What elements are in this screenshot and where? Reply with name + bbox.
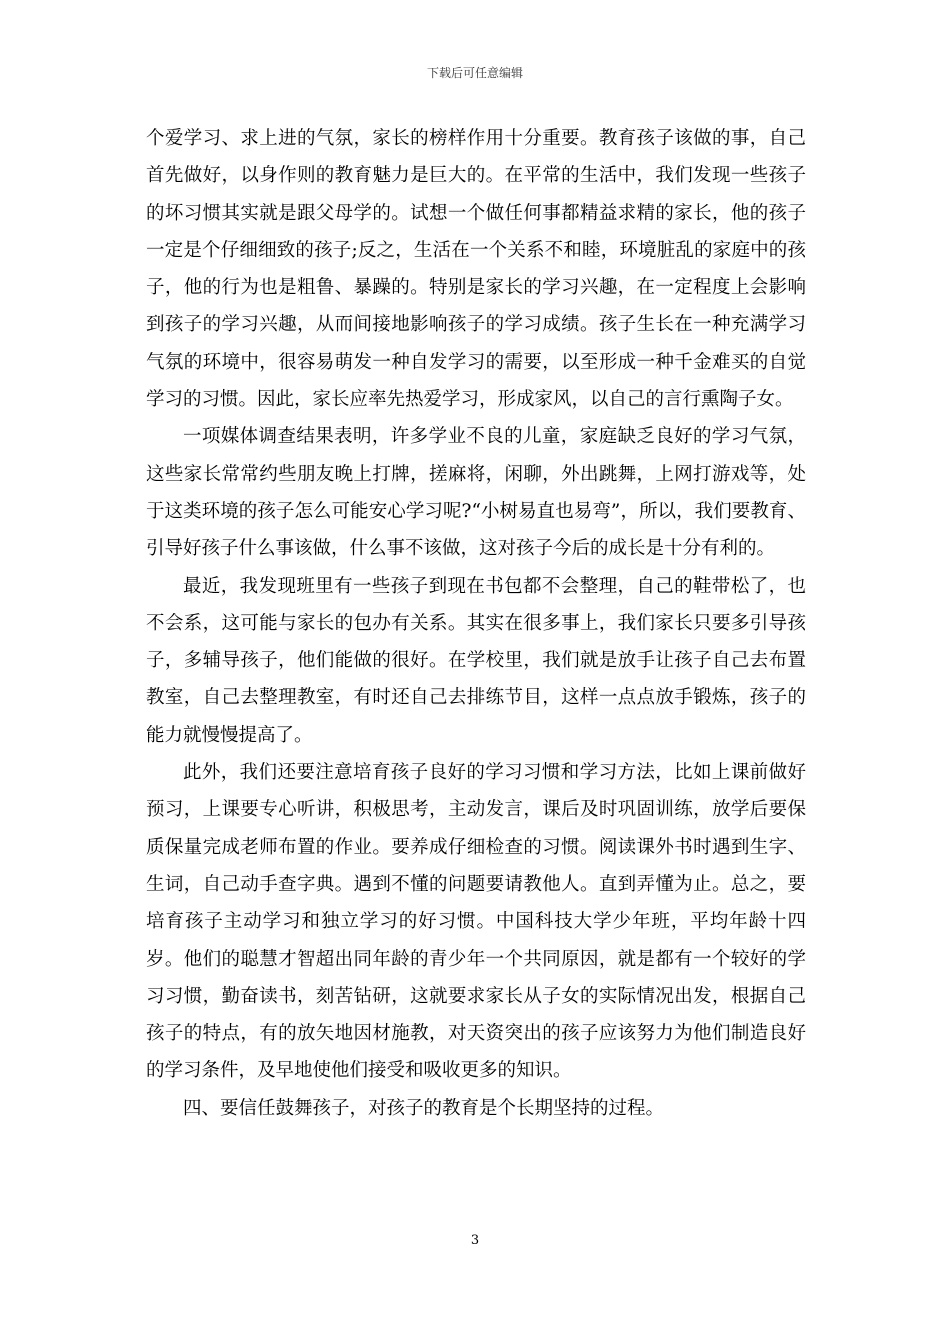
section-heading-four: 四、要信任鼓舞孩子，对孩子的教育是个长期坚持的过程。 (183, 1097, 665, 1119)
paragraph-study-habits: 此外，我们还要注意培育孩子良好的学习习惯和学习方法，比如上课前做好预习，上课要专心听讲，积极思考，主动发言，课后及时巩固训练，放学后要保质保量完成老师布置的作业。要养成仔细检查的习惯。阅读课外书时遇到生字、生词，自己动手查字典。遇到不懂的问题要请教他人。直到弄懂为止。总之，要培育孩子主动学习和独立学习的好习惯。中国科技大学少年班，平均年龄十四岁。他们的聪慧才智超出同年龄的青少年一个共同原因，就是都有一个较好的学习习惯，勤奋读书，刻苦钻研，这就要求家长从子女的实际情况出发，根据自己孩子的特点，有的放矢地因材施教，对天资突出的孩子应该努力为他们制造良好的学习条件，及早地使他们接受和吸收更多的知识。 (146, 762, 806, 1082)
paragraph-continuation: 个爱学习、求上进的气氛，家长的榜样作用十分重要。教育孩子该做的事，自己首先做好，以身作则的教育魅力是巨大的。在平常的生活中，我们发现一些孩子的坏习惯其实就是跟父母学的。试想一个做任何事都精益求精的家长，他的孩子一定是个仔细细致的孩子;反之，生活在一个关系不和睦，环境脏乱的家庭中的孩子，他的行为也是粗鲁、暴躁的。特别是家长的学习兴趣，在一定程度上会影响到孩子的学习兴趣，从而间接地影响孩子的学习成绩。孩子生长在一种充满学习气氛的环境中，很容易萌发一种自发学习的需要，以至形成一种千金难买的自觉学习的习惯。因此，家长应率先热爱学习，形成家风，以自己的言行熏陶子女。 (146, 128, 806, 411)
page-header-note: 下载后可任意编辑 (426, 66, 523, 80)
paragraph-class-observation: 最近，我发现班里有一些孩子到现在书包都不会整理，自己的鞋带松了，也不会系，这可能与家长的包办有关系。其实在很多事上，我们家长只要多引导孩子，多辅导孩子，他们能做的很好。在学校里，我们就是放手让孩子自己去布置教室，自己去整理教室，有时还自己去排练节目，这样一点点放手锻炼，孩子的能力就慢慢提高了。 (146, 575, 806, 746)
paragraph-media-survey: 一项媒体调查结果表明，许多学业不良的儿童，家庭缺乏良好的学习气氛，这些家长常常约些朋友晚上打牌，搓麻将，闲聊，外出跳舞，上网打游戏等，处于这类环境的孩子怎么可能安心学习呢?“小树易直也易弯”，所以，我们要教育、引导好孩子什么事该做，什么事不该做，这对孩子今后的成长是十分有利的。 (146, 426, 806, 560)
document-body (146, 120, 806, 1127)
page-number: 3 (470, 1233, 480, 1248)
